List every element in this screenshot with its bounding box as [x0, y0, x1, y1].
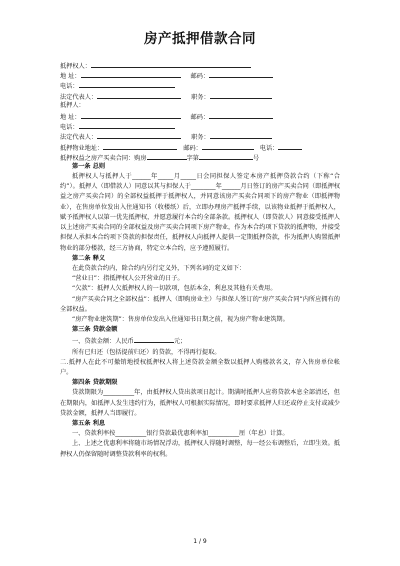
- position1-label: 职务：: [191, 93, 210, 101]
- phone1-field: [60, 80, 340, 90]
- phone1-label: 电话：: [60, 83, 79, 91]
- position1-blank[interactable]: [210, 91, 272, 99]
- article1-heading: 第一条 总则: [72, 162, 106, 170]
- article3-repaid-note: 所有已归还（包括提前归还）的贷款，不得再行提取。: [72, 348, 221, 356]
- address1-field: [60, 70, 340, 80]
- article3-paragraph2: 二.抵押人在此不可撤销地授权抵押权人将上述贷款金额全数以抵押人购楼款名义，存入售房单位帐户。: [60, 358, 340, 376]
- definition-contract-rights: “房产买卖合同之全部权益”：抵押人（即购房业主）与担保人签订的“房产买卖合同”内所应拥有的全部权益。: [60, 295, 340, 313]
- mortgagee-label: 抵押人：: [60, 101, 85, 109]
- contract-ref-label: 抵押权益之房产买卖合同：购房: [60, 154, 147, 162]
- address1-label: 地 址：: [60, 73, 81, 81]
- postcode1-label: 邮码：: [190, 73, 210, 81]
- property-address-blank[interactable]: [103, 142, 177, 150]
- article5-paragraph2: 上、上述之优惠利率将随市场情况浮动，抵押权人得随时调整，每一经公布调整后，立即生效。抵押权人仍保留随时调整贷款利率的权利。: [60, 440, 340, 458]
- document-title: 房产抵押借款合同: [144, 31, 256, 47]
- contract-ref-end: 号: [253, 154, 260, 162]
- phone2-blank[interactable]: [79, 121, 175, 129]
- article5-paragraph1: 一、贷款利率按__________银行贷款最优惠利率加__________厘（年息）计算。: [72, 430, 289, 438]
- loan-amount-prefix: 一、贷款金额：人民币: [72, 338, 134, 346]
- legal-rep1-field: [60, 91, 340, 101]
- phone2-field: [60, 121, 340, 131]
- loan-amount-suffix: 元；: [173, 338, 187, 346]
- mortgagor-field: [60, 60, 340, 70]
- definition-business-day: “营业日”：指抵押权人公开营业的日子。: [72, 275, 184, 283]
- contract-ref-field: [60, 152, 340, 162]
- page-number: 1 / 9: [193, 538, 207, 545]
- property-postcode-blank[interactable]: [202, 142, 254, 150]
- article3-heading: 第三条 贷款金额: [72, 326, 118, 334]
- definition-arrears: “欠款”：抵押人欠抵押权人的一切款项，包括本金，利息及其他有关费用。: [72, 285, 277, 293]
- address2-label: 地 址：: [60, 113, 81, 121]
- property-address-field: [60, 142, 340, 152]
- phone2-label: 电话：: [60, 124, 79, 132]
- article4-heading: 第四条 贷款期限: [72, 379, 118, 387]
- address2-field: [60, 111, 340, 121]
- article5-heading: 第五条 利息: [72, 419, 106, 427]
- address2-blank[interactable]: [81, 111, 181, 119]
- property-address-label: 抵押物业地址：: [60, 144, 104, 152]
- article2-heading: 第二条 释义: [72, 254, 106, 262]
- position2-label: 职务：: [191, 134, 210, 142]
- legal-rep2-label: 法定代表人：: [60, 134, 98, 142]
- postcode2-blank[interactable]: [209, 111, 273, 119]
- property-phone-label: 电话：: [259, 144, 279, 152]
- article4-paragraph: 贷款期限为__________年，由抵押权人贷出款项日起计。期满时抵押人应将贷款本息全部清还，但在期限内，如抵押人发生违约行为，抵押权人可根据实际情况，即时要求抵押人归还或停止支付或减少贷款金额，抵押人当即履行。: [60, 389, 340, 417]
- legal-rep2-field: [60, 131, 340, 141]
- address1-blank[interactable]: [81, 70, 181, 78]
- contract-ref-blank1[interactable]: [147, 152, 187, 160]
- position2-blank[interactable]: [210, 131, 272, 139]
- article1-paragraph: 抵押权人与抵押人于______年_____月_____日会同担保人签定本房产抵押贷款合约（下称“合约”）。抵押人（即借款人）同意以其与担保人于________年______月日签订的房产买卖合同（即抵押权益之房产买卖合同）的全部权益抵押于抵押权人，并同意该房产买卖合同项下的房产物业（即抵押物业），在售房单位发出入住通知书（收楼纸）后，立即办理房产抵押手续，以该物业抵押于抵押权人，赋予抵押权人以第一优先抵押权，并愿意履行本合约全部条款。抵押权人（即贷款人）同意接受抵押人以上述房产买卖合同的全部权益及房产买卖合同项下房产物业，作为本合约项下贷款的抵押物，并接受担保人承担本合约项下贷款的担保责任，抵押权人向抵押人提供一定期抵押贷款，作为抵押人购置抵押物业的部分楼款，经三方协商，特定立本合约，应予遵照履行。: [60, 173, 340, 252]
- mortgagor-label: 抵押权人：: [60, 63, 91, 70]
- legal-rep2-blank[interactable]: [97, 131, 181, 139]
- contract-ref-blank2[interactable]: [199, 152, 253, 160]
- mortgagee-field: [60, 101, 340, 111]
- postcode2-label: 邮码：: [190, 113, 210, 121]
- legal-rep1-label: 法定代表人：: [60, 93, 98, 101]
- legal-rep1-blank[interactable]: [97, 91, 181, 99]
- property-postcode-label: 邮码：: [183, 144, 202, 152]
- phone1-blank[interactable]: [79, 80, 175, 88]
- mortgagor-blank[interactable]: [91, 60, 251, 68]
- loan-amount-blank[interactable]: [134, 335, 174, 343]
- contract-ref-mid: 字第: [186, 154, 199, 162]
- article2-intro: 在此贷款合约内，除合约内另行定义外，下列名词的定义如下：: [72, 264, 246, 272]
- definition-construction-period: “房产物业建筑期”：售房单位发出入住通知书日期之前，视为房产物业建筑期。: [72, 315, 289, 323]
- loan-amount-line: [60, 335, 340, 347]
- postcode1-blank[interactable]: [209, 70, 273, 78]
- property-phone-blank[interactable]: [278, 142, 302, 150]
